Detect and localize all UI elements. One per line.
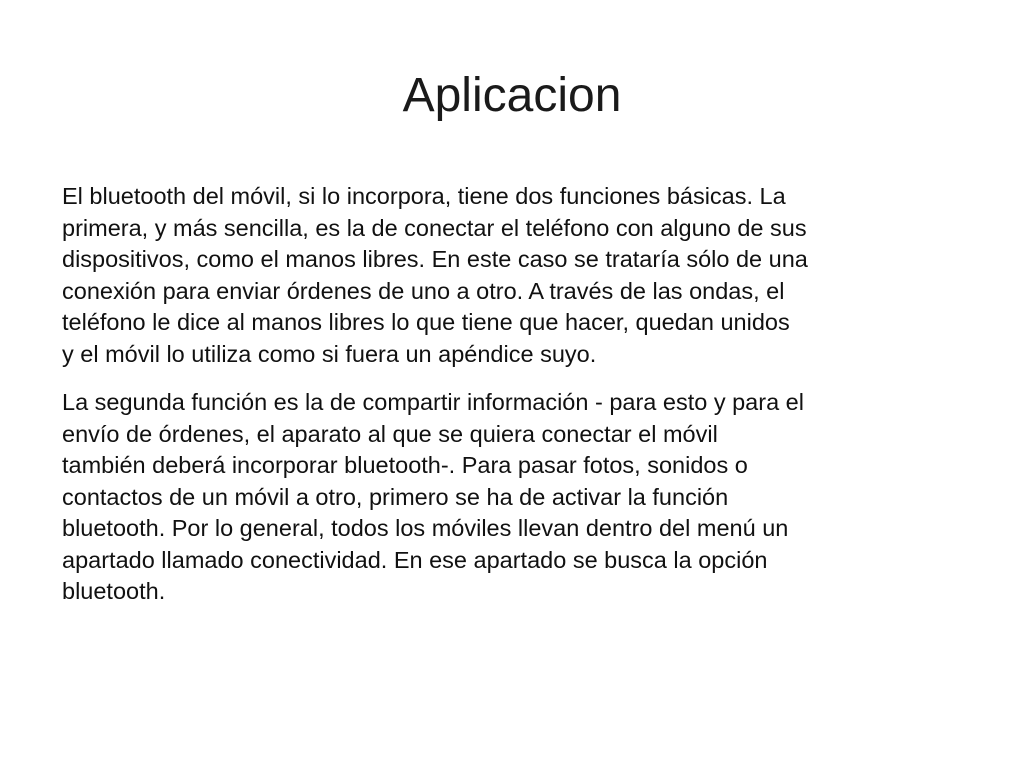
slide-title: Aplicacion [402,69,622,122]
slide-body [62,181,962,625]
body-paragraph-2: La segunda función es la de compartir información - para esto y para el envío de órdenes, el aparato al que se quiera conectar el móvil también deberá incorporar bluetooth-. Para pasar fotos, sonidos o contactos de un móvil a otro, primero se ha de activar la función bluetooth. Por lo general, todos los móviles llevan dentro del menú un apartado llamado conectividad. En ese apartado se busca la opción bluetooth. [62,389,804,604]
body-paragraph-1: El bluetooth del móvil, si lo incorpora, tiene dos funciones básicas. La primera, y más sencilla, es la de conectar el teléfono con alguno de sus dispositivos, como el manos libres. En este caso se trataría sólo de una conexión para enviar órdenes de uno a otro. A través de las ondas, el teléfono le dice al manos libres lo que tiene que hacer, quedan unidos y el móvil lo utiliza como si fuera un apéndice suyo. [62,183,808,367]
